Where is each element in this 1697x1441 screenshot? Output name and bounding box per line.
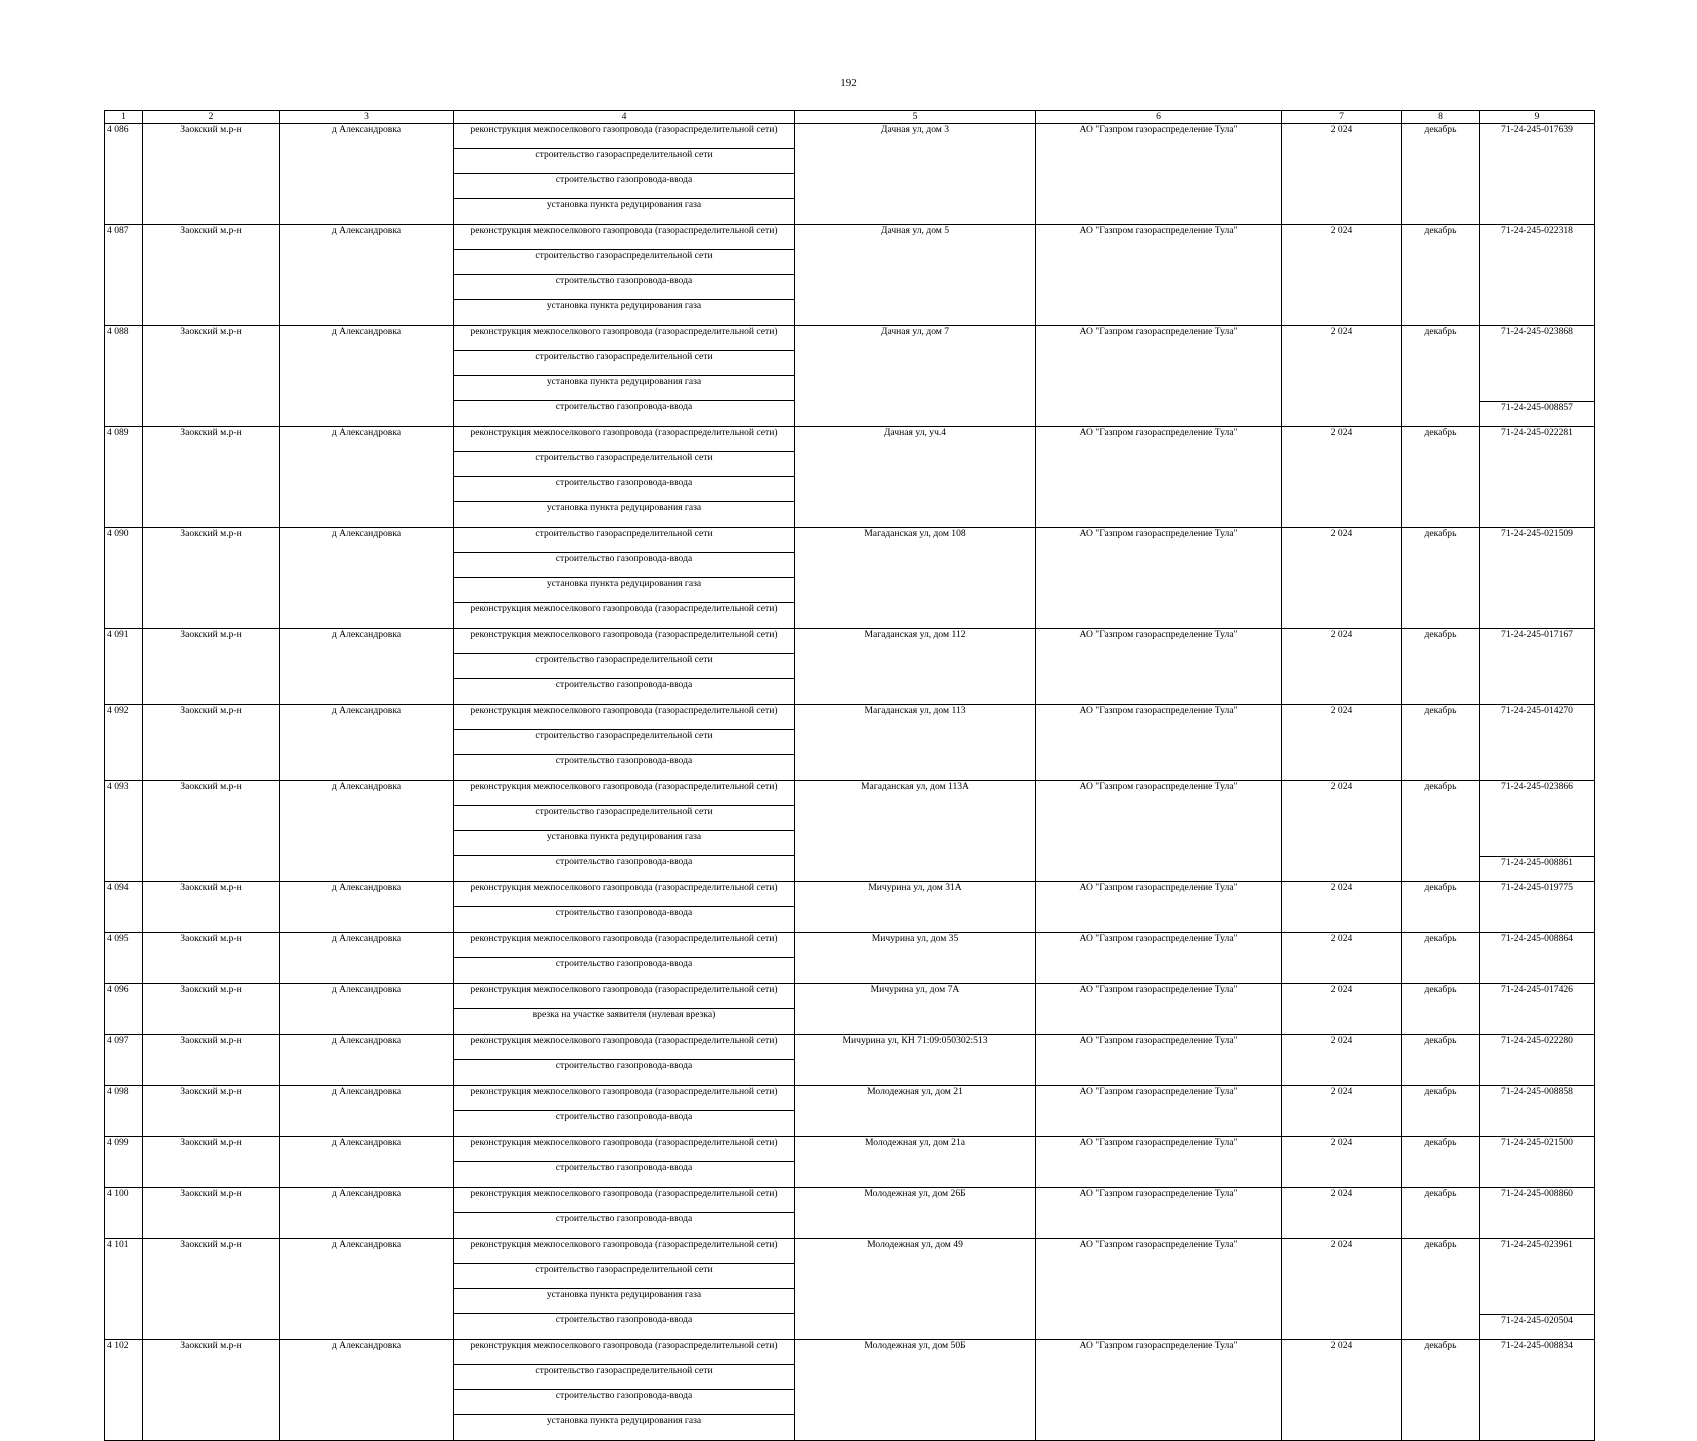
year-cell: 2 024 [1282,781,1402,882]
month-cell: декабрь [1402,882,1480,933]
work-item: реконструкция межпоселкового газопровода (газораспределительной сети) [454,629,794,654]
works-cell [454,705,795,781]
application-id: 71-24-245-017639 [1501,124,1573,135]
works-cell [454,528,795,629]
table-row [105,1137,1595,1188]
works-cell [454,1239,795,1340]
month-cell: декабрь [1402,1035,1480,1086]
address-cell: Дачная ул, дом 7 [795,326,1036,427]
work-item: установка пункта редуцирования газа [546,300,702,311]
application-id: 71-24-245-017167 [1501,629,1573,640]
year-cell: 2 024 [1282,705,1402,781]
application-id-cell [1480,225,1595,326]
work-item: строительство газопровода-ввода [555,679,693,690]
month-cell: декабрь [1402,984,1480,1035]
work-item: реконструкция межпоселкового газопровода (газораспределительной сети) [454,124,794,149]
gasification-registry-table [104,110,1595,1441]
work-item: реконструкция межпоселкового газопровода (газораспределительной сети) [454,705,794,730]
organization-cell: АО "Газпром газораспределение Тула" [1036,882,1282,933]
district-cell: Заокский м.р-н [143,781,280,882]
month-cell: декабрь [1402,705,1480,781]
application-id-cell [1480,1188,1595,1239]
work-item: реконструкция межпоселкового газопровода (газораспределительной сети) [454,1188,794,1213]
address-cell: Молодежная ул, дом 50Б [795,1340,1036,1441]
organization-cell: АО "Газпром газораспределение Тула" [1036,225,1282,326]
locality-cell: д Александровка [280,1239,454,1340]
work-item: установка пункта редуцирования газа [454,1289,794,1314]
work-item: строительство газопровода-ввода [555,907,693,918]
row-number-cell: 4 086 [105,124,143,225]
application-id-cell [1480,124,1595,225]
work-item: реконструкция межпоселкового газопровода (газораспределительной сети) [454,1239,794,1264]
table-row [105,882,1595,933]
district-cell: Заокский м.р-н [143,984,280,1035]
organization-cell: АО "Газпром газораспределение Тула" [1036,1239,1282,1340]
year-cell: 2 024 [1282,1137,1402,1188]
year-cell: 2 024 [1282,1188,1402,1239]
table-row [105,705,1595,781]
application-id: 71-24-245-020504 [1480,1314,1594,1339]
column-header-7: 7 [1282,111,1402,124]
work-item: строительство газораспределительной сети [454,528,794,553]
works-cell [454,933,795,984]
organization-cell: АО "Газпром газораспределение Тула" [1036,427,1282,528]
table-row [105,124,1595,225]
work-item: строительство газопровода-ввода [555,1060,693,1071]
address-cell: Магаданская ул, дом 108 [795,528,1036,629]
table-row [105,984,1595,1035]
application-id: 71-24-245-008864 [1501,933,1573,944]
month-cell: декабрь [1402,124,1480,225]
row-number-cell: 4 097 [105,1035,143,1086]
application-id-cell [1480,427,1595,528]
application-id: 71-24-245-022280 [1501,1035,1573,1046]
works-cell [454,1086,795,1137]
month-cell: декабрь [1402,1086,1480,1137]
work-item: строительство газораспределительной сети [454,351,794,376]
district-cell: Заокский м.р-н [143,1188,280,1239]
table-row [105,1035,1595,1086]
works-cell [454,1137,795,1188]
application-id: 71-24-245-008858 [1501,1086,1573,1097]
application-id-cell [1480,1086,1595,1137]
year-cell: 2 024 [1282,427,1402,528]
locality-cell: д Александровка [280,781,454,882]
work-item: врезка на участке заявителя (нулевая врезка) [532,1009,716,1020]
work-item: строительство газопровода-ввода [555,1111,693,1122]
table-row [105,1239,1595,1340]
year-cell: 2 024 [1282,1340,1402,1441]
year-cell: 2 024 [1282,629,1402,705]
application-id-cell [1480,705,1595,781]
application-id: 71-24-245-022318 [1501,225,1573,236]
work-item: строительство газопровода-ввода [454,553,794,578]
table-row [105,427,1595,528]
month-cell: декабрь [1402,629,1480,705]
district-cell: Заокский м.р-н [143,124,280,225]
work-item: строительство газораспределительной сети [454,149,794,174]
address-cell: Молодежная ул, дом 21а [795,1137,1036,1188]
row-number-cell: 4 090 [105,528,143,629]
locality-cell: д Александровка [280,933,454,984]
organization-cell: АО "Газпром газораспределение Тула" [1036,1340,1282,1441]
work-item: реконструкция межпоселкового газопровода (газораспределительной сети) [454,984,794,1009]
work-item: строительство газопровода-ввода [555,1213,693,1224]
application-id: 71-24-245-008861 [1480,856,1594,881]
address-cell: Магаданская ул, дом 113 [795,705,1036,781]
works-cell [454,427,795,528]
application-id-cell [1480,1137,1595,1188]
work-item: строительство газораспределительной сети [454,654,794,679]
work-item: установка пункта редуцирования газа [454,578,794,603]
month-cell: декабрь [1402,781,1480,882]
application-id-cell [1480,933,1595,984]
row-number-cell: 4 100 [105,1188,143,1239]
application-id-cell [1480,1340,1595,1441]
works-cell [454,124,795,225]
month-cell: декабрь [1402,427,1480,528]
organization-cell: АО "Газпром газораспределение Тула" [1036,629,1282,705]
address-cell: Мичурина ул, дом 35 [795,933,1036,984]
row-number-cell: 4 101 [105,1239,143,1340]
work-item: строительство газораспределительной сети [454,730,794,755]
year-cell: 2 024 [1282,933,1402,984]
locality-cell: д Александровка [280,326,454,427]
work-item: реконструкция межпоселкового газопровода (газораспределительной сети) [470,603,778,614]
row-number-cell: 4 096 [105,984,143,1035]
year-cell: 2 024 [1282,882,1402,933]
application-id: 71-24-245-017426 [1501,984,1573,995]
works-cell [454,225,795,326]
application-id-cell [1480,528,1595,629]
work-item: установка пункта редуцирования газа [454,376,794,401]
work-item: установка пункта редуцирования газа [546,502,702,513]
application-id: 71-24-245-019775 [1501,882,1573,893]
works-cell [454,1035,795,1086]
application-id-cell [1480,984,1595,1035]
work-item: строительство газораспределительной сети [454,1264,794,1289]
district-cell: Заокский м.р-н [143,933,280,984]
table-row [105,1340,1595,1441]
organization-cell: АО "Газпром газораспределение Тула" [1036,781,1282,882]
application-id-cell [1480,781,1595,882]
district-cell: Заокский м.р-н [143,427,280,528]
table-row [105,225,1595,326]
address-cell: Мичурина ул, дом 7А [795,984,1036,1035]
application-id-cell [1480,326,1595,427]
organization-cell: АО "Газпром газораспределение Тула" [1036,1086,1282,1137]
row-number-cell: 4 098 [105,1086,143,1137]
locality-cell: д Александровка [280,882,454,933]
organization-cell: АО "Газпром газораспределение Тула" [1036,1137,1282,1188]
application-id: 71-24-245-023868 [1501,326,1573,337]
month-cell: декабрь [1402,1239,1480,1340]
work-item: строительство газораспределительной сети [454,806,794,831]
work-item: строительство газораспределительной сети [454,250,794,275]
locality-cell: д Александровка [280,1035,454,1086]
table-row [105,781,1595,882]
district-cell: Заокский м.р-н [143,882,280,933]
application-id: 71-24-245-021509 [1501,528,1573,539]
organization-cell: АО "Газпром газораспределение Тула" [1036,705,1282,781]
district-cell: Заокский м.р-н [143,1340,280,1441]
locality-cell: д Александровка [280,984,454,1035]
address-cell: Магаданская ул, дом 112 [795,629,1036,705]
work-item: строительство газопровода-ввода [555,856,693,867]
registry-body [105,124,1595,1441]
application-id: 71-24-245-023866 [1501,781,1573,792]
month-cell: декабрь [1402,933,1480,984]
table-row [105,933,1595,984]
work-item: строительство газопровода-ввода [454,1390,794,1415]
organization-cell: АО "Газпром газораспределение Тула" [1036,124,1282,225]
application-id: 71-24-245-008834 [1501,1340,1573,1351]
district-cell: Заокский м.р-н [143,326,280,427]
work-item: реконструкция межпоселкового газопровода (газораспределительной сети) [454,225,794,250]
table-row [105,1188,1595,1239]
work-item: строительство газопровода-ввода [454,174,794,199]
address-cell: Дачная ул, уч.4 [795,427,1036,528]
year-cell: 2 024 [1282,124,1402,225]
locality-cell: д Александровка [280,427,454,528]
work-item: строительство газораспределительной сети [454,1365,794,1390]
district-cell: Заокский м.р-н [143,1239,280,1340]
district-cell: Заокский м.р-н [143,1035,280,1086]
work-item: реконструкция межпоселкового газопровода (газораспределительной сети) [454,427,794,452]
locality-cell: д Александровка [280,225,454,326]
address-cell: Мичурина ул, дом 31А [795,882,1036,933]
locality-cell: д Александровка [280,629,454,705]
work-item: строительство газопровода-ввода [555,1162,693,1173]
column-header-4: 4 [454,111,795,124]
district-cell: Заокский м.р-н [143,528,280,629]
works-cell [454,781,795,882]
application-id-cell [1480,629,1595,705]
application-id: 71-24-245-008860 [1501,1188,1573,1199]
work-item: строительство газопровода-ввода [555,755,693,766]
district-cell: Заокский м.р-н [143,1086,280,1137]
work-item: реконструкция межпоселкового газопровода (газораспределительной сети) [454,1035,794,1060]
application-id: 71-24-245-014270 [1501,705,1573,716]
year-cell: 2 024 [1282,1086,1402,1137]
address-cell: Молодежная ул, дом 26Б [795,1188,1036,1239]
works-cell [454,1340,795,1441]
locality-cell: д Александровка [280,124,454,225]
locality-cell: д Александровка [280,528,454,629]
works-cell [454,1188,795,1239]
month-cell: декабрь [1402,1188,1480,1239]
table-row [105,1086,1595,1137]
application-id: 71-24-245-022281 [1501,427,1573,438]
application-id-cell [1480,882,1595,933]
year-cell: 2 024 [1282,225,1402,326]
locality-cell: д Александровка [280,1340,454,1441]
column-header-2: 2 [143,111,280,124]
year-cell: 2 024 [1282,1239,1402,1340]
work-item: установка пункта редуцирования газа [546,1415,702,1426]
organization-cell: АО "Газпром газораспределение Тула" [1036,1188,1282,1239]
row-number-cell: 4 088 [105,326,143,427]
application-id-cell [1480,1035,1595,1086]
work-item: строительство газопровода-ввода [555,958,693,969]
works-cell [454,326,795,427]
district-cell: Заокский м.р-н [143,705,280,781]
month-cell: декабрь [1402,1340,1480,1441]
address-cell: Молодежная ул, дом 49 [795,1239,1036,1340]
address-cell: Дачная ул, дом 3 [795,124,1036,225]
year-cell: 2 024 [1282,326,1402,427]
organization-cell: АО "Газпром газораспределение Тула" [1036,984,1282,1035]
column-header-8: 8 [1402,111,1480,124]
address-cell: Дачная ул, дом 5 [795,225,1036,326]
application-id: 71-24-245-021500 [1501,1137,1573,1148]
work-item: реконструкция межпоселкового газопровода (газораспределительной сети) [454,781,794,806]
application-id: 71-24-245-008857 [1480,401,1594,426]
address-cell: Молодежная ул, дом 21 [795,1086,1036,1137]
month-cell: декабрь [1402,225,1480,326]
works-cell [454,882,795,933]
work-item: строительство газопровода-ввода [454,275,794,300]
row-number-cell: 4 087 [105,225,143,326]
district-cell: Заокский м.р-н [143,225,280,326]
column-header-3: 3 [280,111,454,124]
address-cell: Мичурина ул, КН 71:09:050302:513 [795,1035,1036,1086]
month-cell: декабрь [1402,326,1480,427]
district-cell: Заокский м.р-н [143,629,280,705]
work-item: строительство газораспределительной сети [454,452,794,477]
year-cell: 2 024 [1282,984,1402,1035]
locality-cell: д Александровка [280,705,454,781]
row-number-cell: 4 102 [105,1340,143,1441]
work-item: установка пункта редуцирования газа [454,831,794,856]
row-number-cell: 4 095 [105,933,143,984]
application-id-cell [1480,1239,1595,1340]
row-number-cell: 4 092 [105,705,143,781]
works-cell [454,629,795,705]
organization-cell: АО "Газпром газораспределение Тула" [1036,326,1282,427]
month-cell: декабрь [1402,1137,1480,1188]
page-number: 192 [840,77,857,89]
row-number-cell: 4 091 [105,629,143,705]
row-number-cell: 4 089 [105,427,143,528]
work-item: строительство газопровода-ввода [454,477,794,502]
table-row [105,326,1595,427]
year-cell: 2 024 [1282,1035,1402,1086]
works-cell [454,984,795,1035]
locality-cell: д Александровка [280,1086,454,1137]
application-id: 71-24-245-023961 [1501,1239,1573,1250]
year-cell: 2 024 [1282,528,1402,629]
work-item: строительство газопровода-ввода [555,1314,693,1325]
work-item: реконструкция межпоселкового газопровода (газораспределительной сети) [454,882,794,907]
organization-cell: АО "Газпром газораспределение Тула" [1036,528,1282,629]
work-item: реконструкция межпоселкового газопровода (газораспределительной сети) [454,1340,794,1365]
locality-cell: д Александровка [280,1188,454,1239]
organization-cell: АО "Газпром газораспределение Тула" [1036,933,1282,984]
table-row [105,528,1595,629]
column-header-9: 9 [1480,111,1595,124]
work-item: установка пункта редуцирования газа [546,199,702,210]
month-cell: декабрь [1402,528,1480,629]
row-number-cell: 4 099 [105,1137,143,1188]
work-item: реконструкция межпоселкового газопровода (газораспределительной сети) [454,1086,794,1111]
table-row [105,629,1595,705]
work-item: реконструкция межпоселкового газопровода (газораспределительной сети) [454,326,794,351]
organization-cell: АО "Газпром газораспределение Тула" [1036,1035,1282,1086]
row-number-cell: 4 093 [105,781,143,882]
work-item: реконструкция межпоселкового газопровода (газораспределительной сети) [454,1137,794,1162]
work-item: реконструкция межпоселкового газопровода (газораспределительной сети) [454,933,794,958]
column-header-5: 5 [795,111,1036,124]
locality-cell: д Александровка [280,1137,454,1188]
column-header-6: 6 [1036,111,1282,124]
column-number-header-row [105,111,1595,124]
row-number-cell: 4 094 [105,882,143,933]
district-cell: Заокский м.р-н [143,1137,280,1188]
column-header-1: 1 [105,111,143,124]
address-cell: Магаданская ул, дом 113А [795,781,1036,882]
work-item: строительство газопровода-ввода [555,401,693,412]
